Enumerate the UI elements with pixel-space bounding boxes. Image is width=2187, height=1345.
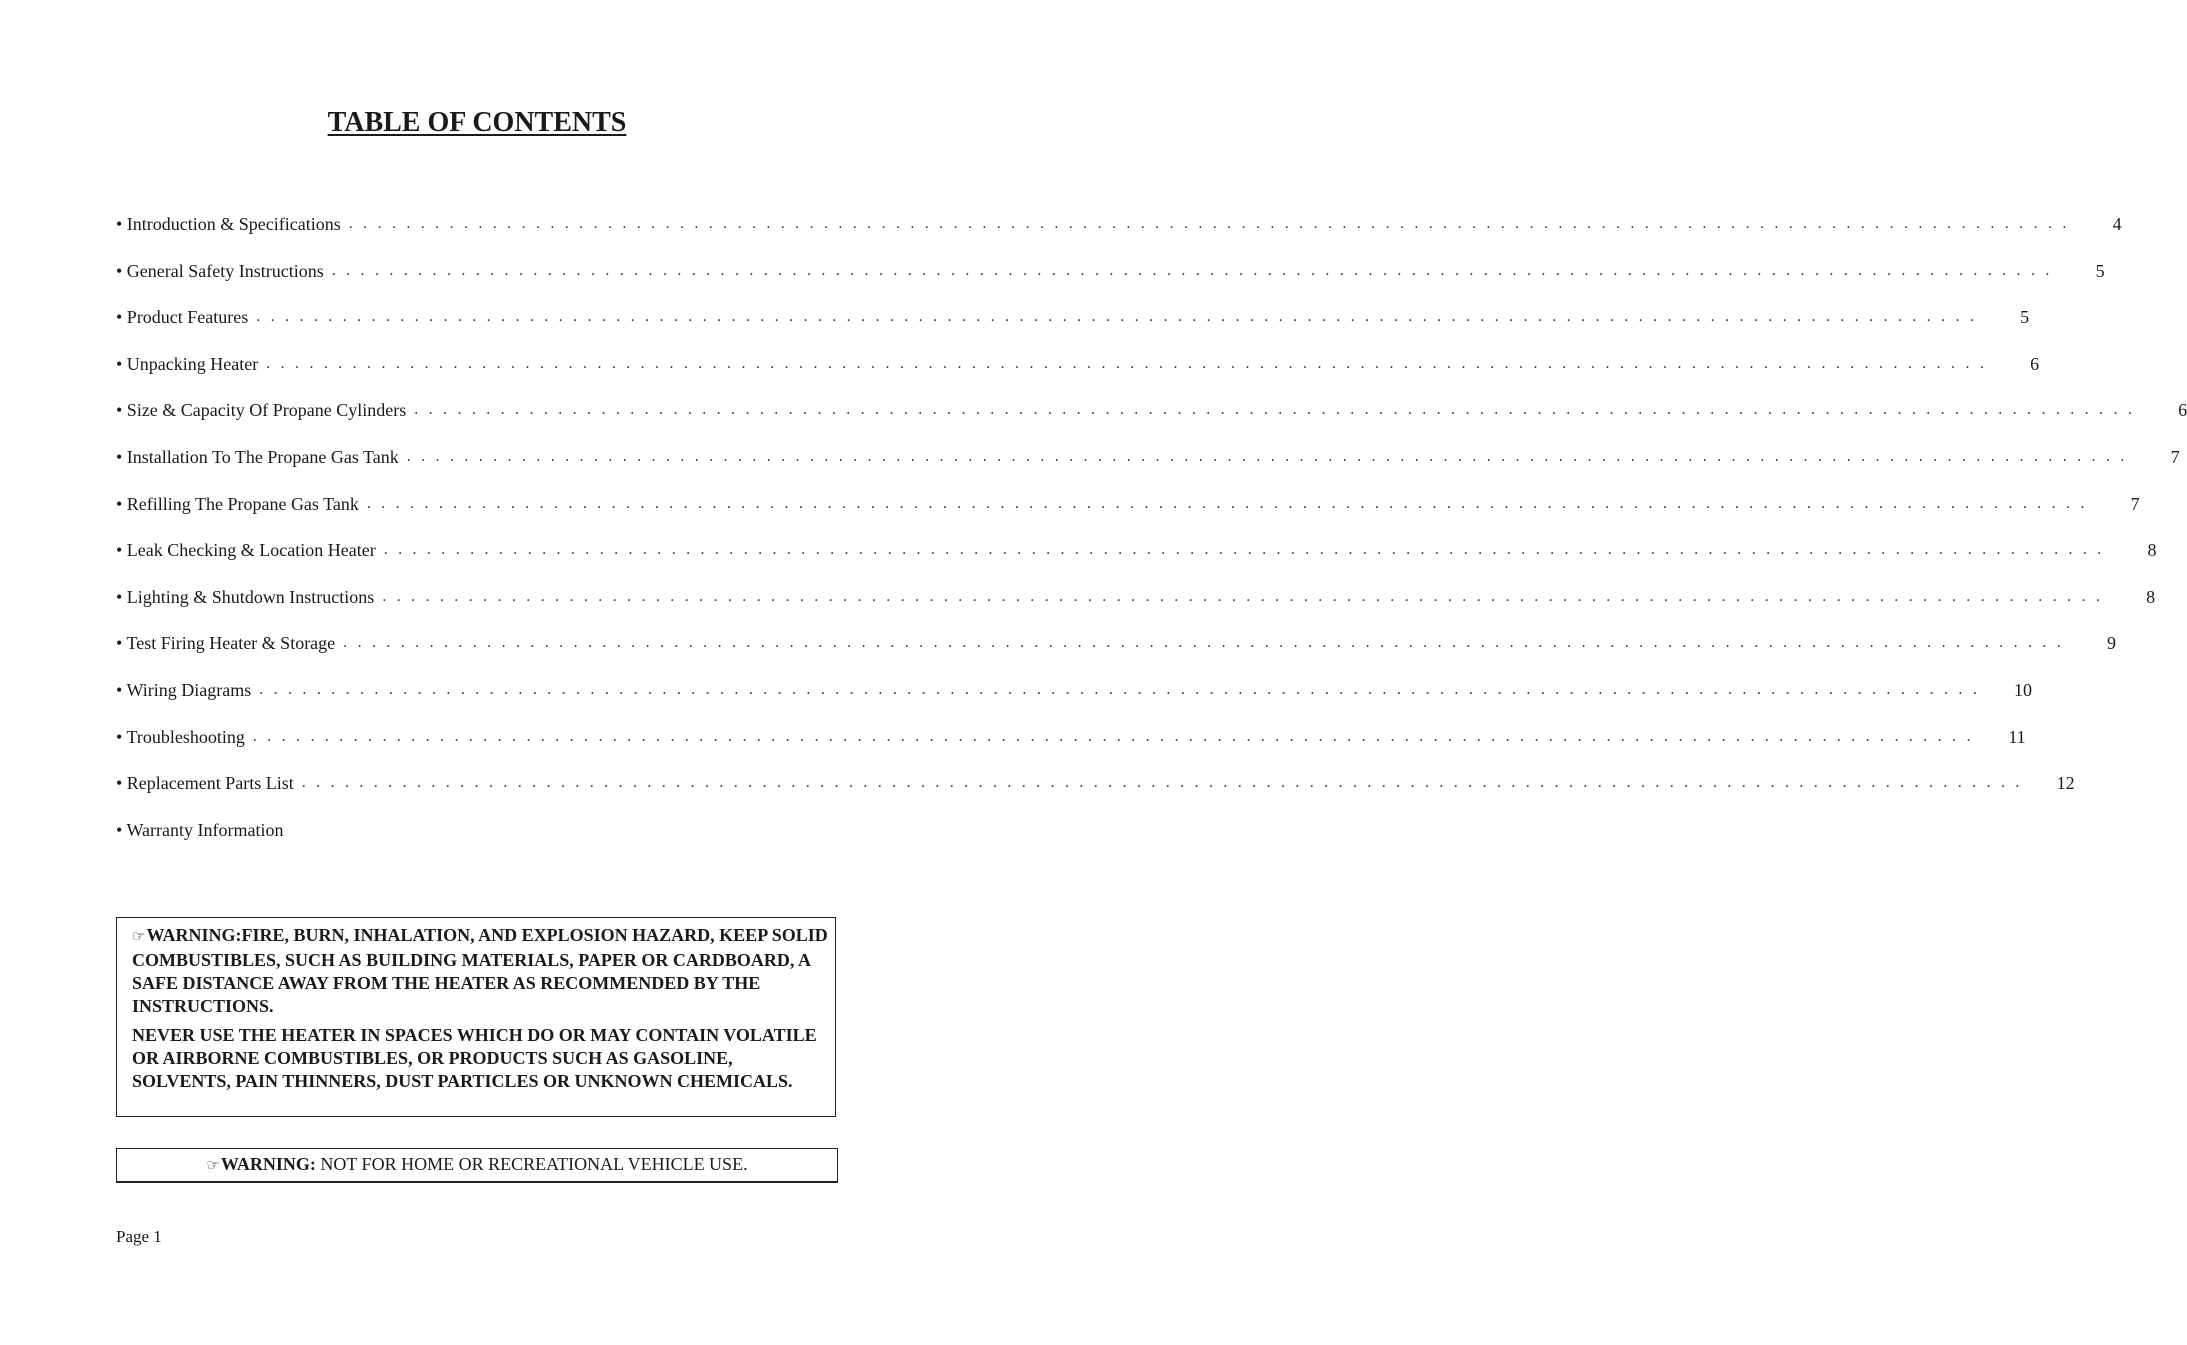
toc-entry	[116, 538, 2157, 585]
toc-entry-page: 10	[2014, 679, 2033, 700]
toc-entry-label: • Refilling The Propane Gas Tank	[116, 493, 359, 514]
toc-entry-label: • Unpacking Heater	[116, 353, 259, 374]
toc-entry-page: 6	[2030, 353, 2040, 374]
toc-entry	[116, 678, 2033, 725]
page-number: Page 1	[116, 1227, 162, 1246]
toc-entry-label: • Lighting & Shutdown Instructions	[116, 586, 375, 607]
toc-entry	[116, 398, 2187, 445]
vehicle-use-warning-box	[116, 1148, 838, 1183]
toc-entry-label: • Wiring Diagrams	[116, 679, 252, 700]
toc-entry-label: • General Safety Instructions	[116, 260, 324, 281]
toc-dot-leader: . . . . . . . . . . . . . . . . . . . . . . . . . . . . . . . . . . . . . . . . . . . . . . . . . . . . . . . . . . . . . . . . . . . . . . . . . . . . . . . . . . . . . . . . . . . . . . . . . . . . . . . . . . . . . . . . . . . . . . . .	[256, 308, 1978, 326]
toc-dot-leader: . . . . . . . . . . . . . . . . . . . . . . . . . . . . . . . . . . . . . . . . . . . . . . . . . . . . . . . . . . . . . . . . . . . . . . . . . . . . . . . . . . . . . . . . . . . . . . . . . . . . . . . . . . . . . . . . . . . . . . . .	[414, 401, 2136, 419]
toc-entry	[116, 771, 2075, 818]
toc-entry-label: • Troubleshooting	[116, 726, 245, 747]
toc-dot-leader: . . . . . . . . . . . . . . . . . . . . . . . . . . . . . . . . . . . . . . . . . . . . . . . . . . . . . . . . . . . . . . . . . . . . . . . . . . . . . . . . . . . . . . . . . . . . . . . . . . . . . . . . . . . . . . . . . . . . . . . .	[348, 215, 2070, 232]
toc-entry	[116, 445, 2180, 492]
toc-entry-page: 9	[2106, 633, 2116, 654]
table-of-contents	[116, 212, 2187, 864]
toc-entry-page: 5	[2095, 260, 2105, 281]
toc-dot-leader: . . . . . . . . . . . . . . . . . . . . . . . . . . . . . . . . . . . . . . . . . . . . . . . . . . . . . . . . . . . . . . . . . . . . . . . . . . . . . . . . . . . . . . . . . . . . . . . . . . . . . . . . . . . . . . . . . . . . . . . .	[343, 634, 2064, 652]
toc-entry-label: • Product Features	[116, 307, 249, 328]
toc-entry-page: 7	[2170, 446, 2180, 467]
warning-paragraph-1	[132, 924, 831, 1018]
toc-entry	[116, 352, 2040, 399]
toc-entry-page: 8	[2147, 540, 2157, 561]
warning-lead: WARNING:	[220, 1154, 316, 1174]
toc-dot-leader: . . . . . . . . . . . . . . . . . . . . . . . . . . . . . . . . . . . . . . . . . . . . . . . . . . . . . . . . . . . . . . . . . . . . . . . . . . . . . . . . . . . . . . . . . . . . . . . . . . . . . . . . . . . . . . . . . . . . . . . .	[266, 354, 1988, 372]
warning-text-2: NOT FOR HOME OR RECREATIONAL VEHICLE USE.	[315, 1154, 748, 1174]
toc-dot-leader: . . . . . . . . . . . . . . . . . . . . . . . . . . . . . . . . . . . . . . . . . . . . . . . . . . . . . . . . . . . . . . . . . . . . . . . . . . . . . . . . . . . . . . . . . . . . . . . . . . . . . . . . . . . . . . . . . . . . . . . .	[259, 680, 1981, 698]
toc-dot-leader: . . . . . . . . . . . . . . . . . . . . . . . . . . . . . . . . . . . . . . . . . . . . . . . . . . . . . . . . . . . . . . . . . . . . . . . . . . . . . . . . . . . . . . . . . . . . . . . . . . . . . . . . . . . . . . . . . . . . . . . .	[366, 494, 2088, 512]
page-title: TABLE OF CONTENTS	[327, 107, 627, 138]
toc-entry-label: • Test Firing Heater & Storage	[116, 633, 336, 654]
warning-paragraph-2: NEVER USE THE HEATER IN SPACES WHICH DO OR MAY CONTAIN VOLATILE OR AIRBORNE COMBUSTIBLES, OR PRODUCTS SUCH AS GASOLINE, SOLVENTS, PAIN THINNERS, DUST PARTICLES OR UNKNOWN CHEMICALS.	[132, 1025, 817, 1091]
toc-entry	[116, 585, 2156, 632]
toc-entry-label: • Replacement Parts List	[116, 773, 294, 794]
fire-hazard-warning-box	[116, 917, 836, 1117]
toc-entry-label: • Size & Capacity Of Propane Cylinders	[116, 400, 407, 421]
toc-entry-page: 7	[2130, 493, 2140, 514]
toc-entry-page: 4	[2112, 214, 2122, 234]
toc-dot-leader: . . . . . . . . . . . . . . . . . . . . . . . . . . . . . . . . . . . . . . . . . . . . . . . . . . . . . . . . . . . . . . . . . . . . . . . . . . . . . . . . . . . . . . . . . . . . . . . . . . . . . . . . . . . . . . . . . . . . . . . .	[331, 261, 2053, 279]
toc-entry	[116, 305, 2030, 352]
pointing-hand-icon: ☞	[132, 929, 146, 945]
toc-entry-page: 5	[2020, 307, 2030, 328]
toc-entry-page: 8	[2146, 586, 2156, 607]
toc-entry-page: 11	[2008, 726, 2026, 747]
toc-entry-label: • Installation To The Propane Gas Tank	[116, 446, 399, 467]
warning-text-1: WARNING:FIRE, BURN, INHALATION, AND EXPLOSION HAZARD, KEEP SOLID COMBUSTIBLES, SUCH AS BUILDING MATERIALS, PAPER OR CARDBOARD, A SAFE DISTANCE AWAY FROM THE HEATER AS RECOMMENDED BY THE INSTRUCTIONS.	[132, 925, 828, 1016]
toc-dot-leader: . . . . . . . . . . . . . . . . . . . . . . . . . . . . . . . . . . . . . . . . . . . . . . . . . . . . . . . . . . . . . . . . . . . . . . . . . . . . . . . . . . . . . . . . . . . . . . . . . . . . . . . . . . . . . . . . . . . . . . . .	[252, 727, 1974, 745]
toc-entry-label: • Leak Checking & Location Heater	[116, 540, 376, 561]
toc-entry	[116, 818, 836, 865]
pointing-hand-icon: ☞	[206, 1158, 220, 1174]
toc-entry-label: • Introduction & Specifications	[116, 214, 341, 234]
toc-entry-label: • Warranty Information	[116, 819, 284, 840]
toc-dot-leader: . . . . . . . . . . . . . . . . . . . . . . . . . . . . . . . . . . . . . . . . . . . . . . . . . . . . . . . . . . . . . . . . . . . . . . . . . . . . . . . . . . . . . . . . . . . . . . . . . . . . . . . . . . . . . . . . . . . . . . . .	[382, 587, 2104, 605]
toc-entry-page: 6	[2178, 400, 2187, 421]
toc-entry	[116, 725, 2026, 772]
toc-entry	[116, 492, 2140, 539]
toc-entry	[116, 631, 2116, 678]
toc-entry	[116, 212, 2122, 259]
toc-dot-leader: . . . . . . . . . . . . . . . . . . . . . . . . . . . . . . . . . . . . . . . . . . . . . . . . . . . . . . . . . . . . . . . . . . . . . . . . . . . . . . . . . . . . . . . . . . . . . . . . . . . . . . . . . . . . . . . . . . . . . . . .	[301, 774, 2023, 792]
toc-entry	[116, 259, 2105, 306]
toc-entry-page: 12	[2056, 773, 2075, 794]
toc-dot-leader: . . . . . . . . . . . . . . . . . . . . . . . . . . . . . . . . . . . . . . . . . . . . . . . . . . . . . . . . . . . . . . . . . . . . . . . . . . . . . . . . . . . . . . . . . . . . . . . . . . . . . . . . . . . . . . . . . . . . . . . .	[406, 447, 2128, 465]
toc-dot-leader: . . . . . . . . . . . . . . . . . . . . . . . . . . . . . . . . . . . . . . . . . . . . . . . . . . . . . . . . . . . . . . . . . . . . . . . . . . . . . . . . . . . . . . . . . . . . . . . . . . . . . . . . . . . . . . . . . . . . . . . .	[383, 541, 2105, 559]
